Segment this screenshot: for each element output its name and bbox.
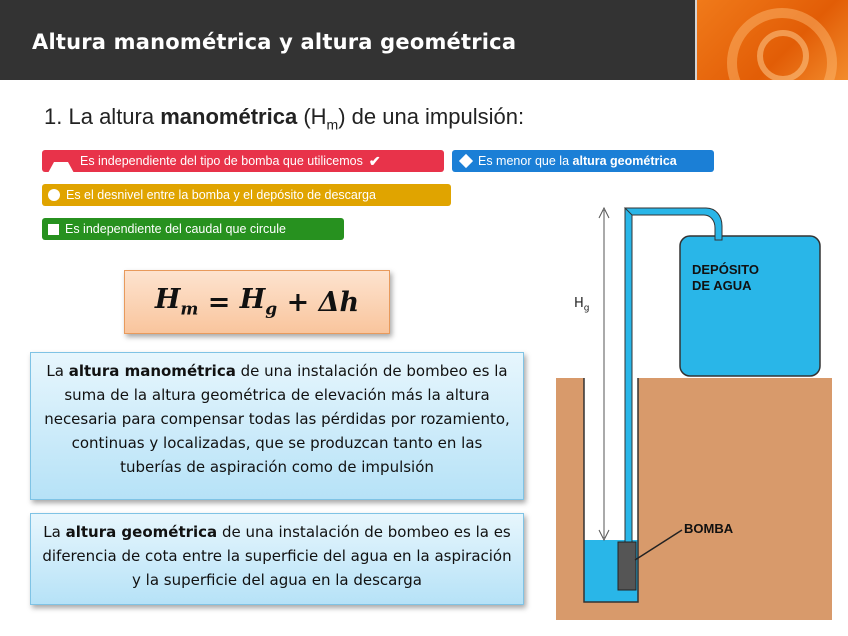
formula-box (124, 270, 390, 334)
square-icon (48, 224, 59, 235)
hg-label-main: H (574, 296, 584, 311)
slide-title: Altura manométrica y altura geométrica (32, 30, 517, 54)
answer-option-4-label: Es independiente del caudal que circule (65, 222, 286, 236)
question-symbol-main: (H (303, 104, 327, 129)
box2-prefix: La (43, 523, 66, 541)
answer-option-3-label: Es el desnivel entre la bomba y el depósito de descarga (66, 188, 376, 202)
deposit-label-line2: DE AGUA (692, 278, 752, 293)
formula-hm: H (154, 284, 181, 316)
answer-option-2-text: Es menor que la (478, 154, 570, 168)
decor-circle-inner (757, 30, 809, 80)
question-text-bold: manométrica (160, 104, 298, 129)
question-text-before: La altura (68, 104, 155, 129)
answer-option-3[interactable] (42, 184, 451, 206)
formula-hg-sub: g (265, 299, 278, 320)
answer-option-1-label: Es independiente del tipo de bomba que utilicemos (80, 154, 363, 168)
question-number: 1. (44, 104, 63, 129)
answer-option-2-bold: altura geométrica (572, 154, 677, 168)
slide-header (0, 0, 848, 80)
vertical-pipe (625, 208, 632, 548)
triangle-icon (48, 150, 74, 173)
pump-label: BOMBA (684, 521, 734, 536)
formula-hg: H (239, 284, 266, 316)
box2-text: de una instalación de bombeo es la es diferencia de cota entre la superficie del agua en la aspiración y la superficie del agua en la descarga (42, 523, 512, 589)
definition-box-manometric (30, 352, 524, 500)
box1-prefix: La (46, 362, 69, 380)
deposit-label-line1: DEPÓSITO (692, 262, 759, 277)
box1-bold-term: altura manométrica (68, 362, 236, 380)
formula-rhs (240, 284, 277, 319)
formula-delta-h: + Δh (277, 286, 360, 318)
box1-text: de una instalación de bombeo es la suma de la altura geométrica de elevación más la altura necesaria para compensar todas las pérdidas por rozamiento, continuas y localizadas, que se produzcan tanto en las tuberías de aspiración como de impulsión (44, 362, 510, 476)
definition-box-geometric (30, 513, 524, 605)
question-symbol (303, 104, 339, 133)
answer-option-2-label (478, 154, 677, 168)
water-tank (680, 236, 820, 376)
question-symbol-sub: m (326, 116, 339, 133)
circle-icon (48, 189, 60, 201)
question-text-after: ) de una impulsión: (338, 104, 525, 129)
formula-hm-sub: m (180, 299, 199, 320)
pump (618, 542, 636, 590)
header-decoration (695, 0, 848, 80)
formula-lhs (155, 284, 199, 319)
answer-option-4[interactable] (42, 218, 344, 240)
deposit-label (692, 262, 759, 294)
hg-label-sub: g (583, 303, 590, 314)
answer-option-1[interactable] (42, 150, 444, 172)
question-text (44, 104, 524, 132)
checkmark-icon: ✔ (368, 152, 381, 169)
formula-equals: = (198, 286, 240, 318)
box2-bold-term: altura geométrica (65, 523, 218, 541)
diamond-icon (459, 154, 473, 168)
hg-label (574, 296, 590, 314)
answer-option-2[interactable] (452, 150, 714, 172)
